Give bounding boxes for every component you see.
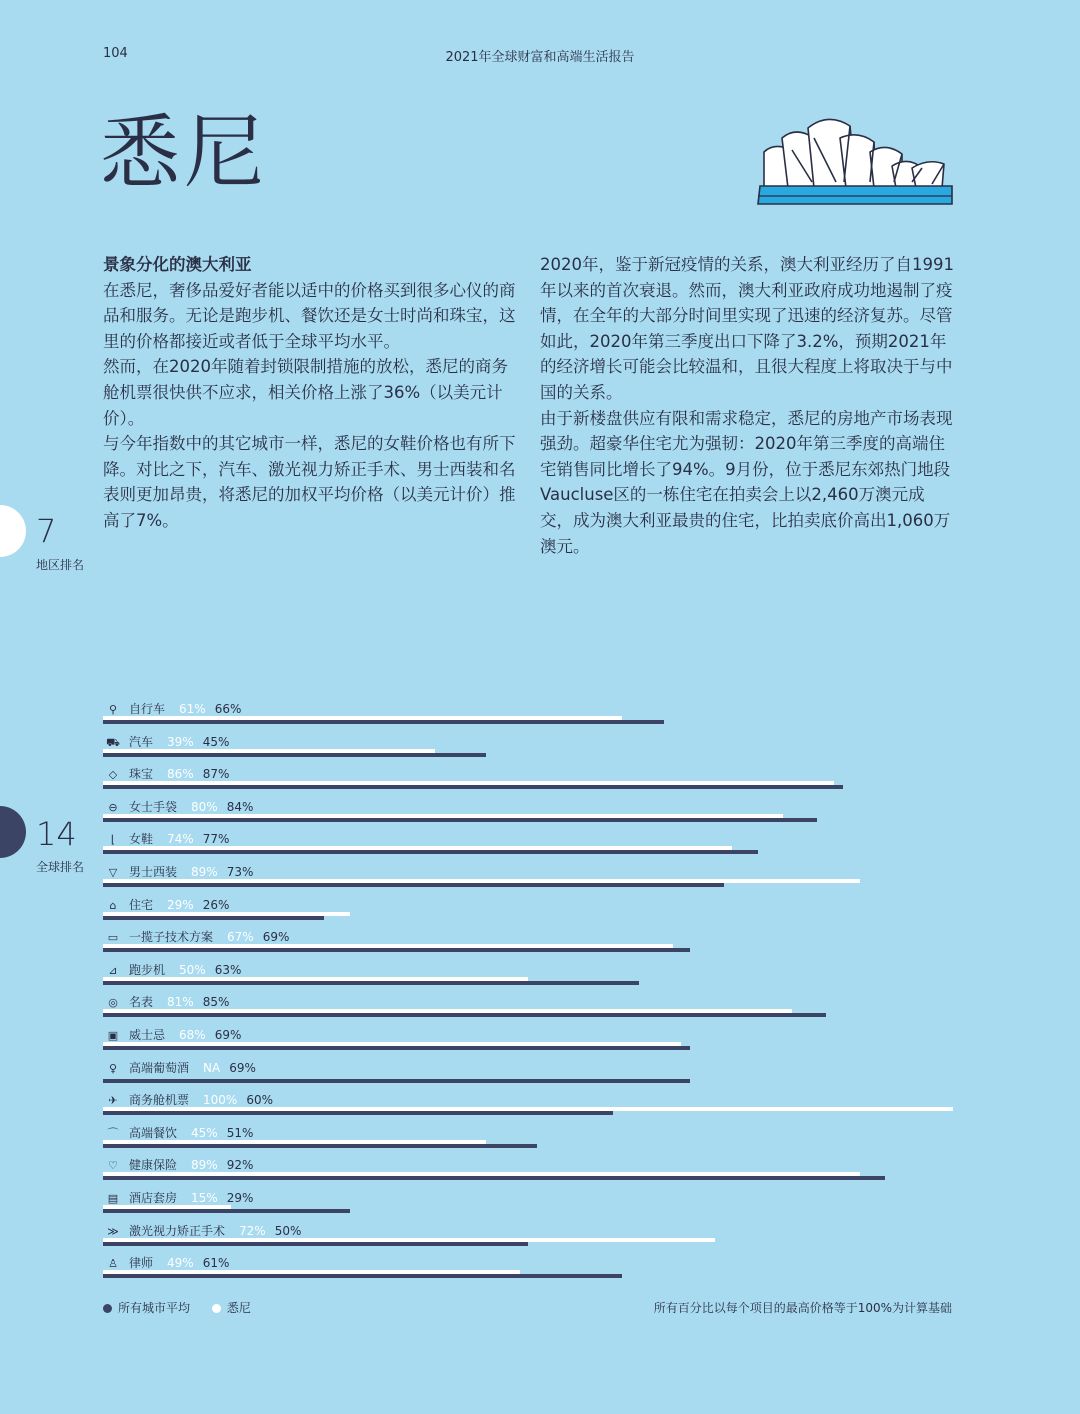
city-value-label: 81%	[167, 995, 194, 1010]
plane-icon: ✈	[108, 1094, 118, 1108]
city-bar	[103, 846, 732, 850]
city-bar	[103, 912, 350, 916]
category-label: 名表	[129, 995, 154, 1010]
average-value-label: 69%	[229, 1060, 256, 1075]
average-bar	[103, 1176, 885, 1180]
average-bar	[103, 948, 690, 952]
city-value-label: 86%	[167, 767, 194, 782]
city-bar	[103, 1270, 520, 1274]
article-paragraph: 与今年指数中的其它城市一样，悉尼的女鞋价格也有所下降。对比之下，汽车、激光视力矫正手术、男士西装和名表则更加昂贵，将悉尼的加权平均价格（以美元计价）推高了7%。	[103, 434, 516, 530]
chart-row-label	[103, 961, 241, 978]
laptop-icon: ▭	[107, 931, 119, 945]
chart-row-label	[103, 863, 253, 880]
average-bar	[103, 1079, 690, 1083]
average-bar	[103, 981, 639, 985]
article-left-column	[103, 252, 519, 534]
average-value-label: 84%	[226, 799, 254, 814]
legend-item-average	[103, 1301, 194, 1315]
average-bar	[103, 883, 724, 887]
average-bar	[103, 1111, 613, 1115]
average-value-label: 66%	[214, 702, 242, 716]
city-value-label: 50%	[179, 962, 206, 977]
whisky-icon: ▣	[107, 1029, 119, 1042]
dining-icon: ⌒	[107, 1126, 119, 1140]
global-rank-value: 14	[36, 815, 77, 853]
average-value-label: 77%	[202, 832, 230, 847]
average-value-label: 61%	[202, 1256, 230, 1271]
city-value-label: 49%	[167, 1256, 194, 1271]
average-value-label: 85%	[202, 995, 230, 1010]
city-value-label: 61%	[179, 702, 206, 716]
regional-rank-marker	[0, 505, 26, 557]
category-label: 威士忌	[129, 1028, 166, 1042]
category-label: 健康保险	[129, 1158, 178, 1173]
city-bar	[103, 1042, 681, 1046]
chart-row-label	[103, 733, 229, 751]
category-label: 商务舱机票	[129, 1093, 190, 1108]
average-bar	[103, 1274, 622, 1278]
page-number: 104	[103, 46, 128, 61]
average-value-label: 45%	[202, 734, 230, 749]
average-bar	[103, 1209, 350, 1213]
bicycle-icon: ⚲	[108, 703, 118, 716]
city-value-label: NA	[203, 1060, 221, 1075]
average-bar	[103, 1144, 537, 1148]
heart-icon: ♡	[108, 1159, 118, 1173]
average-bar	[103, 1013, 826, 1017]
city-bar	[103, 944, 673, 948]
average-bar	[103, 785, 843, 789]
watch-icon: ◎	[108, 996, 118, 1010]
average-value-label: 60%	[246, 1093, 273, 1108]
city-bar	[103, 814, 783, 818]
chart-row-label	[103, 1059, 256, 1076]
category-label: 激光视力矫正手术	[129, 1223, 226, 1238]
chart-row-label	[103, 830, 229, 847]
average-value-label: 92%	[226, 1158, 254, 1173]
legend-city-label: 悉尼	[226, 1301, 251, 1315]
legend-city-swatch	[212, 1304, 221, 1313]
chart-row-label	[103, 896, 229, 913]
article-paragraph: 由于新楼盘供应有限和需求稳定，悉尼的房地产市场表现强劲。超豪华住宅尤为强韧：2020年第三季度的高端住宅销售同比增长了94%。9月份，位于悉尼东郊热门地段Vaucluse区的一栋住宅在拍卖会上以2,460万澳元成交，成为澳大利亚最贵的住宅，比拍卖底价高出1,060万澳元。	[540, 408, 953, 556]
city-bar	[103, 1009, 792, 1013]
global-rank-label: 全球排名	[36, 860, 85, 874]
city-value-label: 39%	[167, 734, 194, 749]
regional-rank-label: 地区排名	[36, 558, 85, 572]
article-paragraph: 然而，在2020年随着封锁限制措施的放松，悉尼的商务舱机票很快供不应求，相关价格上涨了36%（以美元计价）。	[103, 357, 508, 428]
lawyer-icon: ♙	[108, 1257, 118, 1271]
chart-row-label	[103, 1026, 241, 1043]
hotel-icon: ▤	[107, 1192, 119, 1205]
legend-average-swatch	[103, 1304, 112, 1313]
average-bar	[103, 818, 817, 822]
global-rank-marker	[0, 806, 26, 858]
city-bar	[103, 1238, 715, 1242]
city-bar	[103, 1205, 231, 1209]
average-value-label: 73%	[226, 865, 254, 879]
diamond-icon: ◇	[108, 768, 118, 782]
car-icon: ⛟	[106, 735, 120, 749]
city-title: 悉尼	[100, 106, 268, 199]
category-label: 律师	[129, 1256, 154, 1271]
city-bar	[103, 1140, 486, 1144]
chart-legend	[103, 1299, 269, 1316]
average-value-label: 50%	[274, 1223, 302, 1238]
city-value-label: 89%	[191, 1158, 218, 1173]
average-value-label: 69%	[214, 1028, 242, 1042]
legend-average-label: 所有城市平均	[118, 1301, 191, 1315]
city-value-label: 67%	[227, 930, 254, 945]
category-label: 高端葡萄酒	[129, 1060, 190, 1075]
category-label: 自行车	[129, 702, 166, 716]
treadmill-icon: ⊿	[108, 963, 118, 977]
city-value-label: 89%	[191, 865, 218, 879]
chart-row-label	[103, 1124, 253, 1141]
category-label: 一揽子技术方案	[129, 930, 214, 945]
city-bar	[103, 879, 860, 883]
average-bar	[103, 850, 758, 854]
city-bar	[103, 1172, 860, 1176]
opera-house-illustration	[752, 112, 958, 212]
category-label: 住宅	[129, 897, 154, 912]
chart-row-label	[103, 1091, 273, 1108]
article-heading: 景象分化的澳大利亚	[103, 255, 252, 274]
article-paragraph: 2020年，鉴于新冠疫情的关系，澳大利亚经历了自1991年以来的首次衰退。然而，澳大利亚政府成功地遏制了疫情，在全年的大部分时间里实现了迅速的经济复苏。尽管如此，2020年第三季度出口下降了3.2%，预期2021年的经济增长可能会比较温和，且很大程度上将取决于与中国的关系。	[540, 255, 954, 402]
city-value-label: 29%	[167, 897, 194, 912]
suit-icon: ▽	[108, 866, 118, 879]
chart-row-label	[103, 798, 253, 815]
category-label: 酒店套房	[129, 1191, 178, 1205]
city-bar	[103, 1107, 953, 1111]
average-value-label: 63%	[214, 962, 242, 977]
average-bar	[103, 1046, 690, 1050]
regional-rank-value: 7	[36, 512, 57, 550]
chart-row-label	[103, 765, 229, 782]
city-bar	[103, 977, 528, 981]
city-value-label: 80%	[191, 799, 218, 814]
eye-laser-icon: ≫	[107, 1224, 119, 1238]
average-bar	[103, 753, 486, 757]
wine-glass-icon: ♀	[108, 1061, 118, 1075]
article-paragraph: 在悉尼，奢侈品爱好者能以适中的价格买到很多心仪的商品和服务。无论是跑步机、餐饮还是女士时尚和珠宝，这里的价格都接近或者低于全球平均水平。	[103, 280, 516, 351]
city-value-label: 68%	[179, 1028, 206, 1042]
chart-row-label	[103, 1156, 253, 1173]
category-label: 珠宝	[129, 767, 154, 782]
average-value-label: 87%	[202, 767, 230, 782]
chart-row-label	[103, 700, 241, 717]
category-label: 男士西装	[129, 865, 178, 879]
average-bar	[103, 916, 324, 920]
city-value-label: 72%	[239, 1223, 266, 1238]
category-label: 高端餐饮	[129, 1125, 178, 1140]
category-label: 女士手袋	[129, 799, 178, 814]
report-title: 2021年全球财富和高端生活报告	[445, 50, 635, 65]
average-value-label: 29%	[226, 1191, 254, 1205]
average-bar	[103, 1242, 528, 1246]
city-value-label: 74%	[167, 832, 194, 847]
city-bar	[103, 781, 834, 785]
chart-row-label	[103, 1222, 301, 1239]
category-label: 女鞋	[129, 832, 154, 847]
city-value-label: 45%	[191, 1125, 218, 1140]
city-value-label: 100%	[203, 1093, 238, 1108]
house-icon: ⌂	[109, 898, 117, 912]
average-value-label: 51%	[226, 1125, 254, 1140]
article-right-column	[540, 252, 956, 559]
legend-item-city	[212, 1301, 251, 1315]
chart-footnote: 所有百分比以每个项目的最高价格等于100%为计算基础	[653, 1301, 952, 1315]
category-label: 汽车	[129, 734, 154, 749]
city-bar	[103, 749, 435, 753]
chart-row-label	[103, 928, 289, 945]
chart-row-label	[103, 1254, 229, 1271]
handbag-icon: ⊖	[108, 800, 118, 814]
average-value-label: 69%	[262, 930, 290, 945]
category-label: 跑步机	[129, 962, 166, 977]
chart-row-label	[103, 993, 229, 1010]
shoe-icon: ⌊	[110, 833, 116, 847]
city-value-label: 15%	[191, 1191, 218, 1205]
average-bar	[103, 720, 664, 724]
city-bar	[103, 716, 622, 720]
chart-row-label	[103, 1189, 253, 1206]
average-value-label: 26%	[202, 897, 230, 912]
